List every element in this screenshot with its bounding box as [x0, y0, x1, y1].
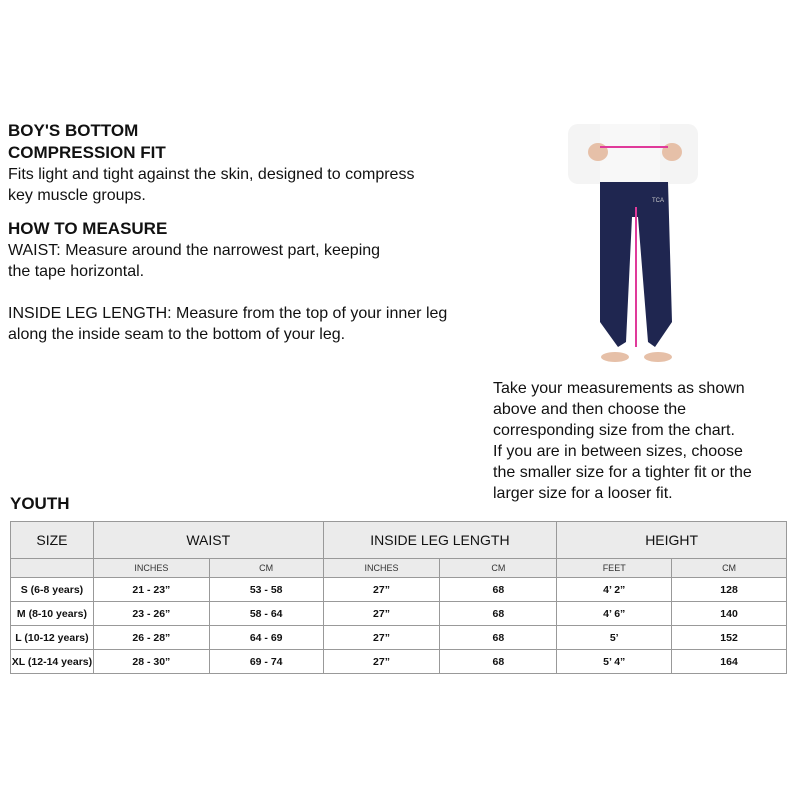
- text-line: above and then choose the: [493, 401, 687, 418]
- table-cell: 128: [672, 578, 787, 602]
- text-line: key muscle groups.: [8, 187, 146, 204]
- header-row: [11, 522, 787, 559]
- title: [8, 120, 478, 164]
- table-cell: 68: [440, 626, 557, 650]
- table-cell: 4’ 6”: [557, 602, 672, 626]
- table-cell: 68: [440, 602, 557, 626]
- text-line: INSIDE LEG LENGTH: Measure from the top of your inner leg: [8, 305, 448, 322]
- brand-logo: TCA: [652, 198, 664, 204]
- intro-text: [8, 120, 478, 345]
- table-cell: 27”: [323, 602, 440, 626]
- model-image: [560, 122, 710, 370]
- table-cell: 5’ 4”: [557, 650, 672, 674]
- text-line: WAIST: Measure around the narrowest part, keeping: [8, 242, 381, 259]
- table-row: [11, 602, 787, 626]
- waist-instruction: [8, 240, 478, 282]
- text-line: If you are in between sizes, choose: [493, 443, 743, 460]
- text-line: the smaller size for a tighter fit or the: [493, 464, 752, 481]
- size-cell: S (6-8 years): [11, 578, 94, 602]
- header-size: SIZE: [11, 522, 94, 559]
- table-row: [11, 650, 787, 674]
- table-cell: 58 - 64: [209, 602, 323, 626]
- text-line: corresponding size from the chart.: [493, 422, 735, 439]
- table-row: [11, 626, 787, 650]
- table-cell: 64 - 69: [209, 626, 323, 650]
- title-line: BOY'S BOTTOM: [8, 121, 139, 140]
- measure-title: HOW TO MEASURE: [8, 219, 168, 238]
- header-height: HEIGHT: [557, 522, 787, 559]
- size-cell: L (10-12 years): [11, 626, 94, 650]
- section-title: YOUTH: [10, 494, 70, 513]
- subheader-cell: CM: [209, 559, 323, 578]
- table-cell: 21 - 23”: [93, 578, 209, 602]
- table-cell: 27”: [323, 650, 440, 674]
- table-cell: 53 - 58: [209, 578, 323, 602]
- table-cell: 5’: [557, 626, 672, 650]
- table-cell: 28 - 30”: [93, 650, 209, 674]
- subheader-cell: INCHES: [93, 559, 209, 578]
- subheader-cell: FEET: [557, 559, 672, 578]
- size-advice: [493, 378, 793, 504]
- text-line: Fits light and tight against the skin, designed to compress: [8, 166, 415, 183]
- size-cell: XL (12-14 years): [11, 650, 94, 674]
- subheader-row: [11, 559, 787, 578]
- subheader-cell: INCHES: [323, 559, 440, 578]
- subheader-empty: [11, 559, 94, 578]
- title-line: COMPRESSION FIT: [8, 143, 166, 162]
- table-cell: 26 - 28”: [93, 626, 209, 650]
- text-line: larger size for a looser fit.: [493, 485, 673, 502]
- table-cell: 164: [672, 650, 787, 674]
- text-line: Take your measurements as shown: [493, 380, 745, 397]
- table-cell: 23 - 26”: [93, 602, 209, 626]
- table-cell: 140: [672, 602, 787, 626]
- leg-instruction: [8, 303, 478, 345]
- subheader-cell: CM: [440, 559, 557, 578]
- subheader-cell: CM: [672, 559, 787, 578]
- table-cell: 27”: [323, 578, 440, 602]
- table-row: [11, 578, 787, 602]
- fit-description: [8, 164, 478, 206]
- header-inside-leg: INSIDE LEG LENGTH: [323, 522, 557, 559]
- size-cell: M (8-10 years): [11, 602, 94, 626]
- table-cell: 68: [440, 650, 557, 674]
- size-chart: [10, 521, 787, 674]
- table-cell: 68: [440, 578, 557, 602]
- table-cell: 4’ 2”: [557, 578, 672, 602]
- text-line: the tape horizontal.: [8, 263, 145, 280]
- table-cell: 152: [672, 626, 787, 650]
- table-cell: 27”: [323, 626, 440, 650]
- header-waist: WAIST: [93, 522, 323, 559]
- text-line: along the inside seam to the bottom of your leg.: [8, 326, 346, 343]
- table-cell: 69 - 74: [209, 650, 323, 674]
